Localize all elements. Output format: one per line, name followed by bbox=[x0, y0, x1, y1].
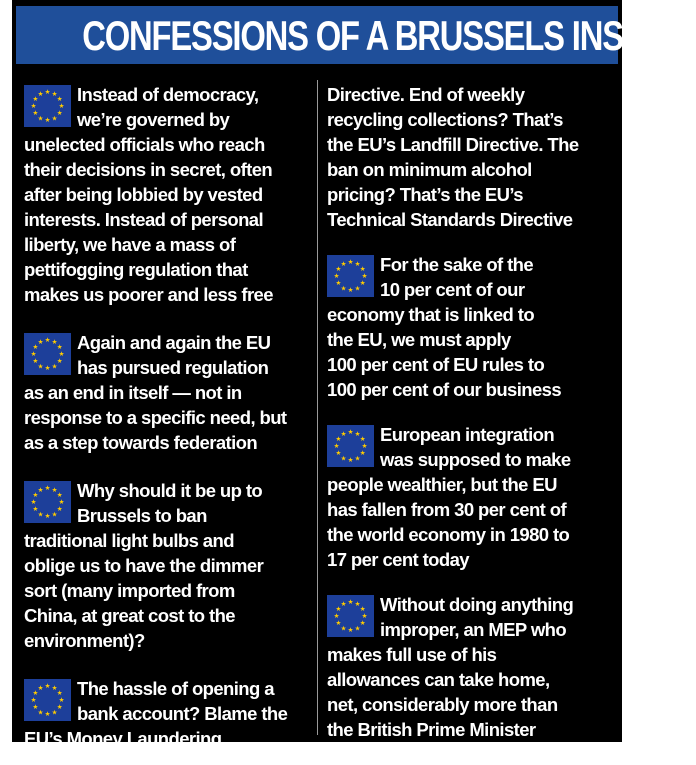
paragraph-light-bulbs bbox=[24, 478, 316, 653]
star-icon: ★ bbox=[51, 486, 58, 495]
text-line: Why should it be up to bbox=[77, 480, 263, 501]
star-icon: ★ bbox=[354, 260, 361, 269]
text-line: the world economy in 1980 to bbox=[327, 524, 570, 545]
text-line: Directive. End of weekly bbox=[327, 84, 525, 105]
star-icon: ★ bbox=[37, 362, 44, 371]
eu-flag-stars bbox=[24, 481, 71, 523]
text-line: oblige us to have the dimmer bbox=[24, 555, 264, 576]
star-icon: ★ bbox=[32, 703, 39, 712]
text-line: has fallen from 30 per cent of bbox=[327, 499, 567, 520]
star-icon: ★ bbox=[361, 272, 368, 281]
right-column bbox=[327, 82, 619, 742]
star-icon: ★ bbox=[30, 696, 37, 705]
star-icon: ★ bbox=[32, 343, 39, 352]
star-icon: ★ bbox=[354, 430, 361, 439]
star-icon: ★ bbox=[335, 279, 342, 288]
star-icon: ★ bbox=[32, 505, 39, 514]
star-icon: ★ bbox=[56, 689, 63, 698]
star-icon: ★ bbox=[58, 696, 65, 705]
text-line: we’re governed by bbox=[77, 109, 230, 130]
star-icon: ★ bbox=[56, 357, 63, 366]
text-line: was supposed to make bbox=[380, 449, 571, 470]
star-icon: ★ bbox=[32, 689, 39, 698]
text-line: liberty, we have a mass of bbox=[24, 234, 236, 255]
eu-flag-icon bbox=[327, 595, 374, 637]
text-line: makes us poorer and less free bbox=[24, 284, 273, 305]
text-line: after being lobbied by vested bbox=[24, 184, 263, 205]
text-line: response to a specific need, but bbox=[24, 407, 287, 428]
text-line: the EU, we must apply bbox=[327, 329, 511, 350]
star-icon: ★ bbox=[347, 428, 354, 437]
text-line: 100 per cent of EU rules to bbox=[327, 354, 545, 375]
text-line: makes full use of his bbox=[327, 644, 497, 665]
paragraph-bank-account bbox=[24, 676, 316, 751]
text-line: bank account? Blame the bbox=[77, 703, 288, 724]
text-line: environment)? bbox=[24, 630, 145, 651]
star-icon: ★ bbox=[51, 114, 58, 123]
paragraph-regulation bbox=[24, 330, 316, 455]
text-line: unelected officials who reach bbox=[24, 134, 265, 155]
paragraph-democracy bbox=[24, 82, 316, 307]
star-icon: ★ bbox=[335, 449, 342, 458]
star-icon: ★ bbox=[347, 626, 354, 635]
star-icon: ★ bbox=[32, 491, 39, 500]
text-line: ban on minimum alcohol bbox=[327, 159, 532, 180]
star-icon: ★ bbox=[359, 265, 366, 274]
star-icon: ★ bbox=[44, 484, 51, 493]
star-icon: ★ bbox=[37, 486, 44, 495]
eu-flag-stars bbox=[327, 595, 374, 637]
star-icon: ★ bbox=[32, 95, 39, 104]
text-line: For the sake of the bbox=[380, 254, 534, 275]
text-line: the EU’s Landfill Directive. The bbox=[327, 134, 579, 155]
star-icon: ★ bbox=[37, 684, 44, 693]
star-icon: ★ bbox=[359, 605, 366, 614]
star-icon: ★ bbox=[359, 619, 366, 628]
star-icon: ★ bbox=[56, 703, 63, 712]
text-line: Brussels to ban bbox=[77, 505, 207, 526]
text-line: as an end in itself — not in bbox=[24, 382, 242, 403]
star-icon: ★ bbox=[30, 498, 37, 507]
star-icon: ★ bbox=[347, 286, 354, 295]
text-line: recycling collections? That’s bbox=[327, 109, 563, 130]
star-icon: ★ bbox=[51, 510, 58, 519]
text-line: EU’s Money Laundering bbox=[24, 728, 222, 749]
star-icon: ★ bbox=[347, 456, 354, 465]
star-icon: ★ bbox=[30, 350, 37, 359]
star-icon: ★ bbox=[30, 102, 37, 111]
text-line: pricing? That’s the EU’s bbox=[327, 184, 523, 205]
star-icon: ★ bbox=[354, 600, 361, 609]
text-line: pettifogging regulation that bbox=[24, 259, 248, 280]
eu-flag-icon bbox=[24, 481, 71, 523]
text-line: their decisions in secret, often bbox=[24, 159, 273, 180]
text-line: allowances can take home, bbox=[327, 669, 550, 690]
text-line: China, at great cost to the bbox=[24, 605, 235, 626]
star-icon: ★ bbox=[333, 442, 340, 451]
text-line: Instead of democracy, bbox=[77, 84, 259, 105]
star-icon: ★ bbox=[51, 338, 58, 347]
text-line: people wealthier, but the EU bbox=[327, 474, 557, 495]
star-icon: ★ bbox=[340, 430, 347, 439]
star-icon: ★ bbox=[37, 708, 44, 717]
text-line: 10 per cent of our bbox=[380, 279, 525, 300]
text-line: European integration bbox=[380, 424, 555, 445]
text-line: 17 per cent today bbox=[327, 549, 469, 570]
text-line: interests. Instead of personal bbox=[24, 209, 264, 230]
text-line: has pursued regulation bbox=[77, 357, 269, 378]
text-line: as a step towards federation bbox=[24, 432, 258, 453]
star-icon: ★ bbox=[44, 364, 51, 373]
text-line: The hassle of opening a bbox=[77, 678, 274, 699]
star-icon: ★ bbox=[354, 624, 361, 633]
eu-flag-icon bbox=[24, 85, 71, 127]
eu-flag-icon bbox=[24, 679, 71, 721]
text-line: net, considerably more than bbox=[327, 694, 558, 715]
eu-flag-stars bbox=[24, 679, 71, 721]
star-icon: ★ bbox=[58, 498, 65, 507]
star-icon: ★ bbox=[51, 684, 58, 693]
star-icon: ★ bbox=[44, 116, 51, 125]
page-edge bbox=[0, 0, 12, 765]
star-icon: ★ bbox=[359, 279, 366, 288]
star-icon: ★ bbox=[56, 109, 63, 118]
eu-flag-stars bbox=[327, 425, 374, 467]
eu-flag-icon bbox=[327, 425, 374, 467]
star-icon: ★ bbox=[32, 109, 39, 118]
paragraph-directives bbox=[327, 82, 619, 232]
paragraph-integration bbox=[327, 422, 619, 572]
star-icon: ★ bbox=[340, 624, 347, 633]
eu-flag-stars bbox=[327, 255, 374, 297]
text-line: the British Prime Minister bbox=[327, 719, 536, 740]
text-line: Without doing anything bbox=[380, 594, 574, 615]
star-icon: ★ bbox=[44, 682, 51, 691]
star-icon: ★ bbox=[359, 449, 366, 458]
text-line: traditional light bulbs and bbox=[24, 530, 234, 551]
star-icon: ★ bbox=[335, 605, 342, 614]
star-icon: ★ bbox=[340, 284, 347, 293]
left-column bbox=[24, 82, 316, 751]
text-line: improper, an MEP who bbox=[380, 619, 567, 640]
star-icon: ★ bbox=[361, 612, 368, 621]
text-line: economy that is linked to bbox=[327, 304, 535, 325]
star-icon: ★ bbox=[347, 258, 354, 267]
star-icon: ★ bbox=[340, 600, 347, 609]
text-line: Again and again the EU bbox=[77, 332, 271, 353]
star-icon: ★ bbox=[37, 338, 44, 347]
eu-flag-stars bbox=[24, 85, 71, 127]
star-icon: ★ bbox=[37, 510, 44, 519]
star-icon: ★ bbox=[56, 343, 63, 352]
star-icon: ★ bbox=[347, 598, 354, 607]
star-icon: ★ bbox=[51, 90, 58, 99]
star-icon: ★ bbox=[56, 491, 63, 500]
star-icon: ★ bbox=[359, 435, 366, 444]
star-icon: ★ bbox=[340, 260, 347, 269]
text-line: 100 per cent of our business bbox=[327, 379, 562, 400]
star-icon: ★ bbox=[333, 612, 340, 621]
star-icon: ★ bbox=[58, 350, 65, 359]
star-icon: ★ bbox=[44, 336, 51, 345]
star-icon: ★ bbox=[58, 102, 65, 111]
infobox-title: CONFESSIONS OF A BRUSSELS INSIDER bbox=[82, 12, 696, 59]
star-icon: ★ bbox=[56, 505, 63, 514]
star-icon: ★ bbox=[333, 272, 340, 281]
star-icon: ★ bbox=[335, 265, 342, 274]
paragraph-mep bbox=[327, 592, 619, 742]
star-icon: ★ bbox=[51, 362, 58, 371]
column-divider bbox=[317, 80, 318, 735]
eu-flag-icon bbox=[24, 333, 71, 375]
star-icon: ★ bbox=[335, 619, 342, 628]
star-icon: ★ bbox=[361, 442, 368, 451]
star-icon: ★ bbox=[37, 114, 44, 123]
eu-flag-icon bbox=[327, 255, 374, 297]
eu-flag-stars bbox=[24, 333, 71, 375]
star-icon: ★ bbox=[44, 512, 51, 521]
star-icon: ★ bbox=[44, 88, 51, 97]
star-icon: ★ bbox=[340, 454, 347, 463]
text-line: sort (many imported from bbox=[24, 580, 235, 601]
star-icon: ★ bbox=[44, 710, 51, 719]
star-icon: ★ bbox=[354, 284, 361, 293]
paragraph-ten-per-cent bbox=[327, 252, 619, 402]
star-icon: ★ bbox=[335, 435, 342, 444]
star-icon: ★ bbox=[56, 95, 63, 104]
star-icon: ★ bbox=[354, 454, 361, 463]
text-line: Technical Standards Directive bbox=[327, 209, 573, 230]
star-icon: ★ bbox=[51, 708, 58, 717]
star-icon: ★ bbox=[32, 357, 39, 366]
star-icon: ★ bbox=[37, 90, 44, 99]
